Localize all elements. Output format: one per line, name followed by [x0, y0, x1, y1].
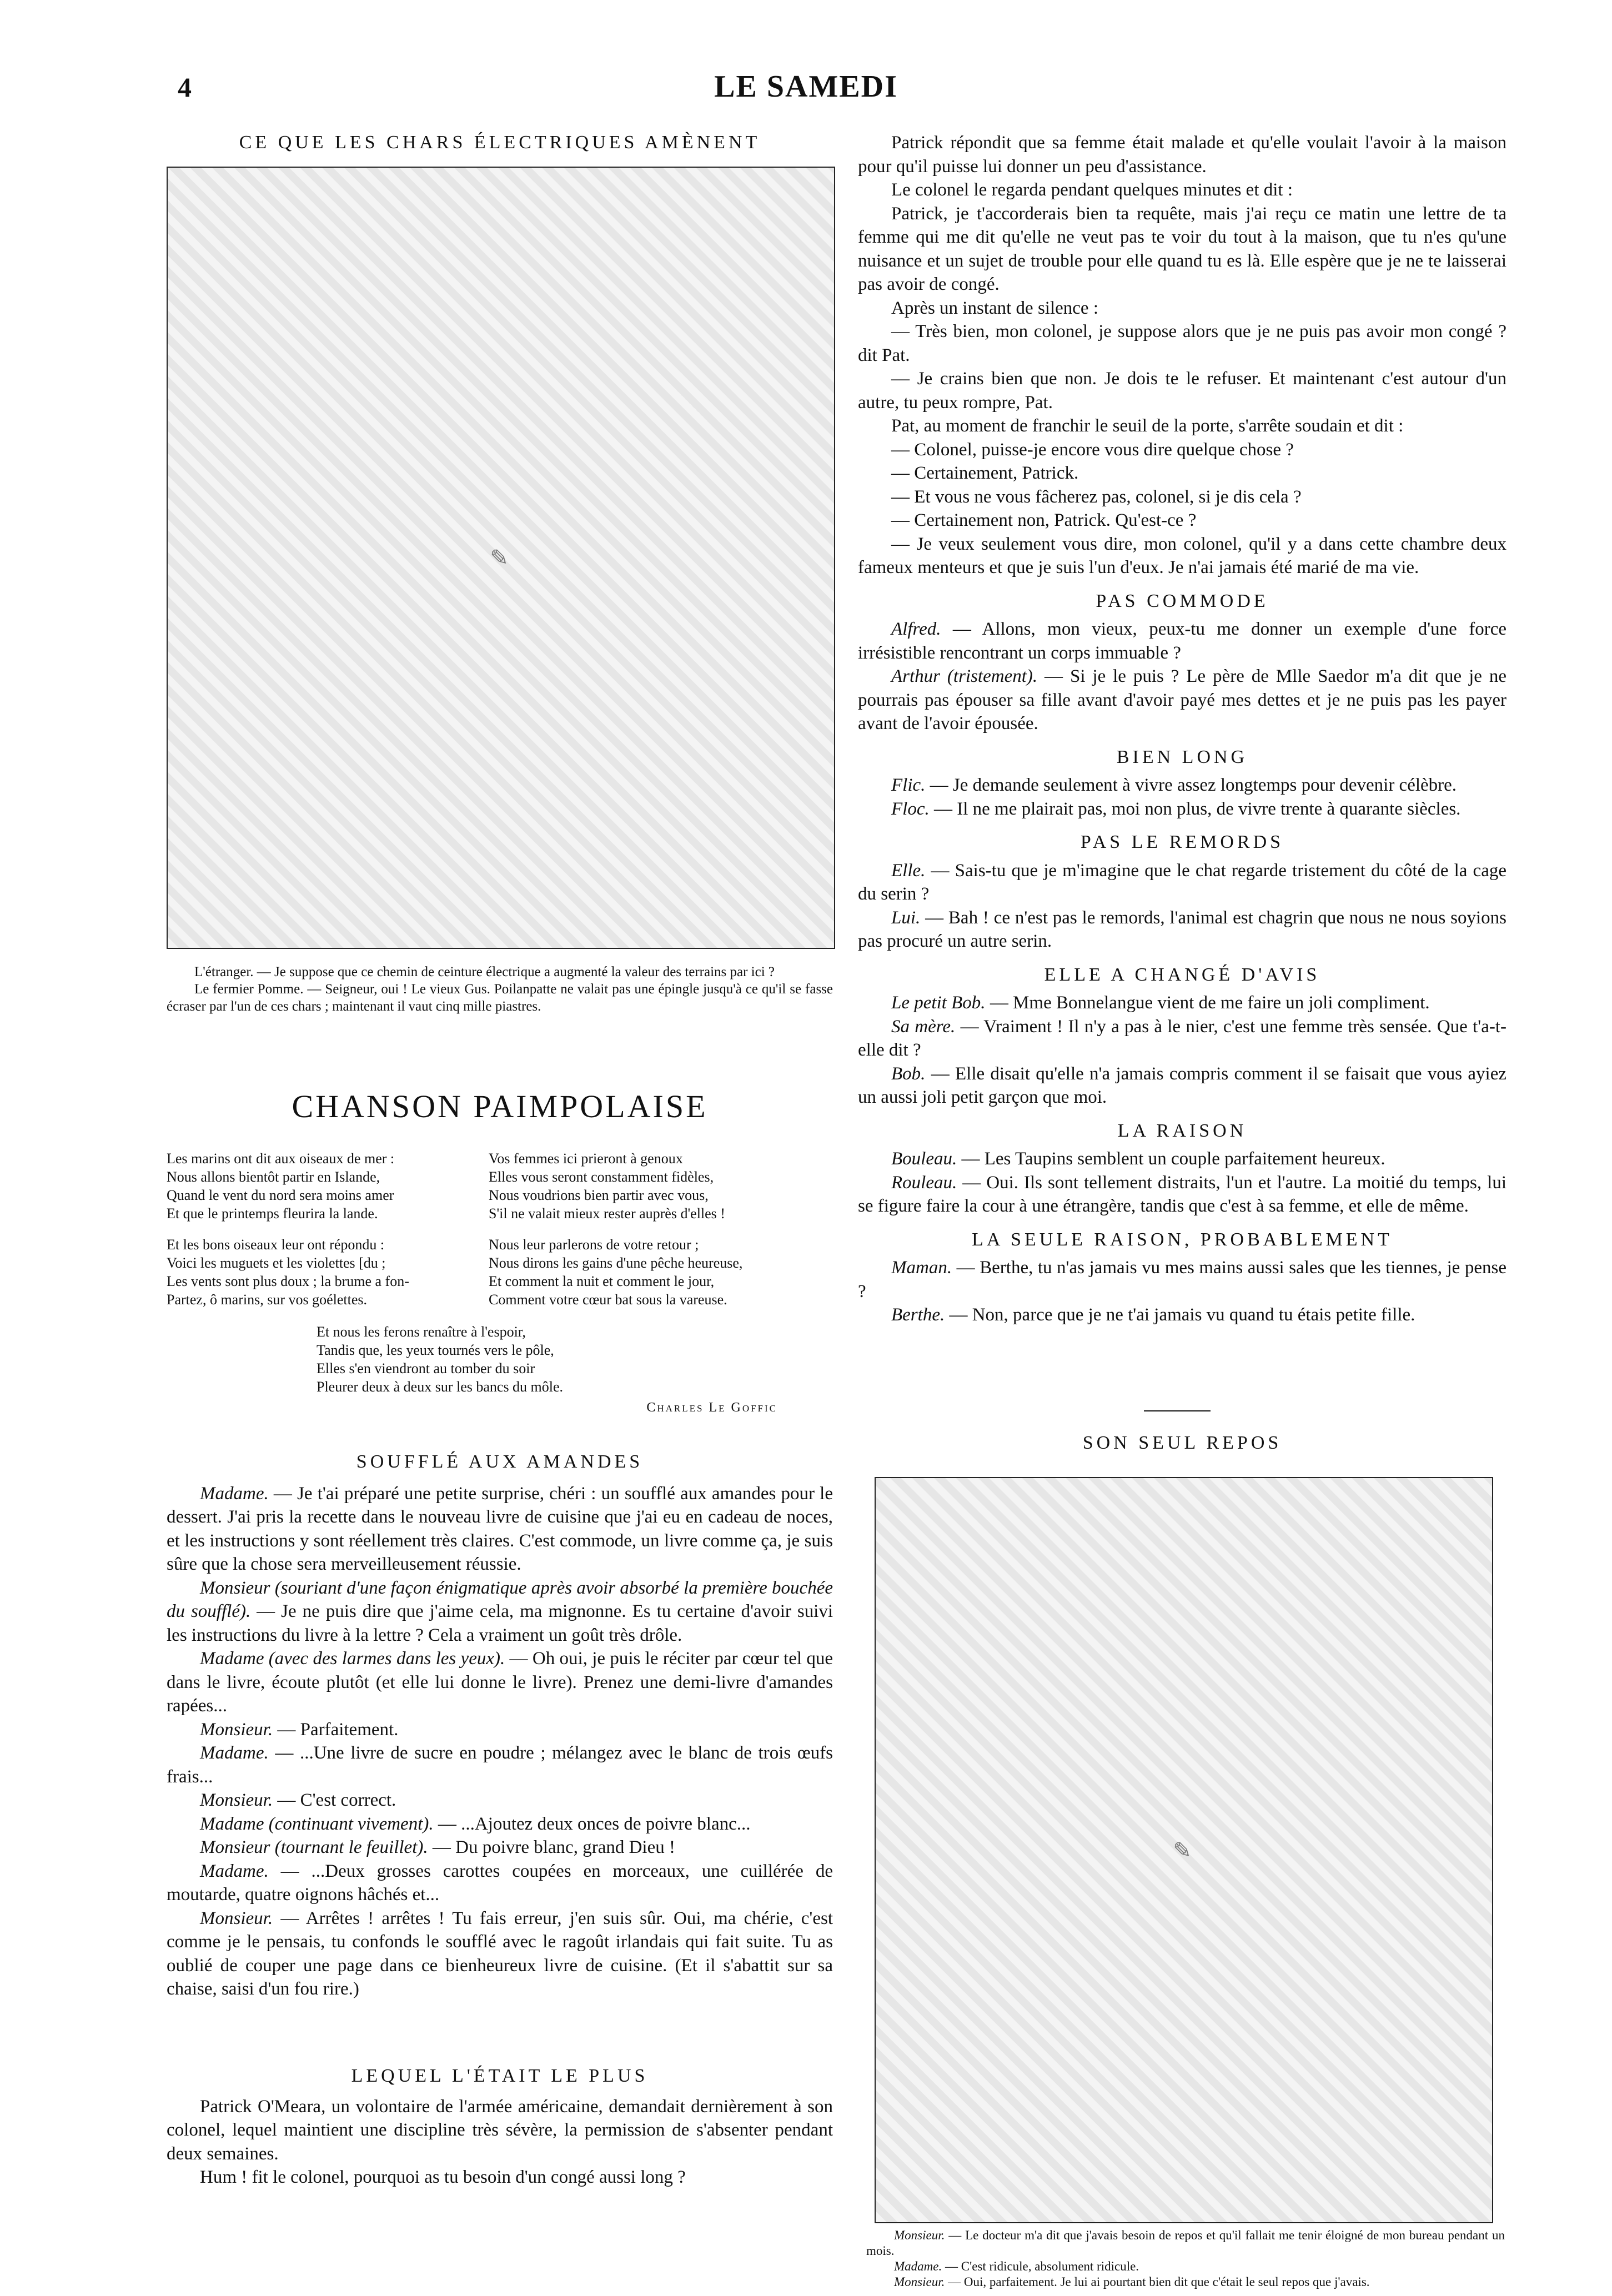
speaker: Madame. [200, 1743, 269, 1763]
section-divider [1144, 1410, 1211, 1411]
lequel-article [167, 2064, 833, 2189]
poem-line: Nous dirons les gains d'une pêche heureuse, [489, 1255, 743, 1271]
remords-title: PAS LE REMORDS [1080, 832, 1284, 852]
dialogue-text: — Sais-tu que je m'imagine que le chat regarde tristement du côté de la cage du serin ? [858, 860, 1506, 904]
dialogue-text: — Je ne puis dire que j'aime cela, ma mignonne. Es tu certaine d'avoir suivi les instructions du livre à la lettre ? Cela a vraiment un goût très drôle. [167, 1601, 833, 1645]
poem-line: Pleurer deux à deux sur les bancs du môle. [317, 1379, 564, 1395]
speaker: Madame. [200, 1483, 269, 1504]
article-paragraph: Patrick, je t'accorderais bien ta requête, mais j'ai reçu ce matin une lettre de ta femme qui me dit qu'elle ne veut pas te voir du tout à la maison, que tu n'es qu'une nuisance et un sujet de trouble pour elle quand tu es là. Elle espère que je ne te laisserai pas avoir de congé. [858, 203, 1506, 294]
article-paragraph: Hum ! fit le colonel, pourquoi as tu besoin d'un congé aussi long ? [200, 2167, 686, 2187]
dialogue-text: — Il ne me plairait pas, moi non plus, de vivre trente à quarante siècles. [929, 798, 1461, 819]
dialogue-text: — Je demande seulement à vivre assez longtemps pour devenir célèbre. [925, 775, 1457, 795]
dialogue-text: — Du poivre blanc, grand Dieu ! [428, 1837, 675, 1857]
article-paragraph: Patrick O'Meara, un volontaire de l'armée américaine, demandait dernièrement à son colonel, lequel maintient une discipline très sévère, la permission de s'absenter pendant deux semaines. [167, 2096, 833, 2164]
dialogue-text: — Oui, parfaitement. Je lui ai pourtant bien dit que c'était le seul repos que j'avais. [945, 2275, 1370, 2289]
poem-line: Elles vous seront constamment fidèles, [489, 1169, 714, 1185]
right-column-articles [858, 131, 1506, 1327]
article-paragraph: — Certainement, Patrick. [891, 463, 1079, 483]
dialogue-text: — ...Ajoutez deux onces de poivre blanc... [433, 1813, 751, 1834]
souffle-article [167, 1450, 833, 2001]
speaker: Madame. [200, 1861, 269, 1881]
article-paragraph: — Je crains bien que non. Je dois te le refuser. Et maintenant c'est autour d'un autre, tu peux rompre, Pat. [858, 369, 1506, 413]
poem-line: Elles s'en viendront au tomber du soir [317, 1360, 535, 1376]
page-number: 4 [178, 72, 192, 103]
chanson-heading-wrap [167, 1088, 833, 1124]
speaker: Bouleau. [891, 1149, 957, 1169]
cartoon1-illustration [167, 167, 835, 949]
article-paragraph: Le colonel le regarda pendant quelques minutes et dit : [891, 180, 1293, 200]
speaker: Lui. [891, 907, 921, 928]
cartoon1-caption-line: L'étranger. — Je suppose que ce chemin de ceinture électrique a augmenté la valeur des terrains par ici ? [194, 964, 775, 979]
poem-line: Tandis que, les yeux tournés vers le pôle, [317, 1342, 554, 1358]
poem-line: Et comment la nuit et comment le jour, [489, 1273, 715, 1289]
poem-line: Et nous les ferons renaître à l'espoir, [317, 1324, 526, 1340]
speaker: Monsieur. [894, 2275, 945, 2289]
speaker: Monsieur (tournant le feuillet). [200, 1837, 428, 1857]
dialogue-text: — C'est correct. [273, 1790, 396, 1810]
chanson-signature: Charles Le Goffic [646, 1400, 777, 1415]
speaker: Arthur (tristement). [891, 666, 1038, 686]
dialogue-text: — ...Une livre de sucre en poudre ; mélangez avec le blanc de trois œufs frais... [167, 1743, 833, 1787]
speaker: Madame. [894, 2259, 942, 2273]
speaker: Sa mère. [891, 1016, 956, 1037]
poem-line: Quand le vent du nord sera moins amer [167, 1187, 394, 1203]
speaker: Elle. [891, 860, 926, 881]
poem-line: Vos femmes ici prieront à genoux [489, 1150, 683, 1167]
poem-line: S'il ne valait mieux rester auprès d'elles ! [489, 1205, 725, 1222]
article-paragraph: — Très bien, mon colonel, je suppose alors que je ne puis pas avoir mon congé ? dit Pat. [858, 321, 1506, 365]
speaker: Monsieur (souriant d'une façon énigmatique après avoir absorbé la première bouchée du soufflé). [167, 1577, 833, 1621]
article-paragraph: — Et vous ne vous fâcherez pas, colonel, si je dis cela ? [891, 486, 1302, 507]
seule-raison-title: LA SEULE RAISON, PROBABLEMENT [972, 1229, 1393, 1250]
article-paragraph: — Certainement non, Patrick. Qu'est-ce ? [891, 510, 1197, 530]
speaker: Bob. [891, 1063, 926, 1084]
speaker: Madame (continuant vivement). [200, 1813, 434, 1834]
dialogue-text: — Non, parce que je ne t'ai jamais vu quand tu étais petite fille. [945, 1305, 1415, 1325]
chanson-stanza-left-1 [167, 1149, 478, 1223]
article-paragraph: — Je veux seulement vous dire, mon colonel, qu'il y a dans cette chambre deux fameux menteurs et que je suis l'un d'eux. Je n'ai jamais été marié de ma vie. [858, 534, 1506, 577]
dialogue-text: — Oh oui, je puis le réciter par cœur tel que dans le livre, écoute plutôt (et elle lui donne le livre). Prenez une demi-livre d'amandes rapées... [167, 1649, 833, 1716]
speaker: Monsieur. [894, 2228, 945, 2242]
poem-line: Voici les muguets et les violettes [du ; [167, 1255, 386, 1271]
dialogue-text: — C'est ridicule, absolument ridicule. [942, 2259, 1139, 2273]
souffle-title: SOUFFLÉ AUX AMANDES [356, 1451, 644, 1472]
chanson-stanza-final [317, 1323, 705, 1396]
dialogue-text: — Bah ! ce n'est pas le remords, l'animal est chagrin que nous ne nous soyions pas procuré un autre serin. [858, 907, 1506, 951]
speaker: Monsieur. [200, 1908, 273, 1928]
poem-line: Nous leur parlerons de votre retour ; [489, 1237, 699, 1253]
speaker: Berthe. [891, 1305, 945, 1325]
chanson-title: CHANSON PAIMPOLAISE [292, 1088, 708, 1124]
dialogue-text: — Je t'ai préparé une petite surprise, chéri : un soufflé aux amandes pour le dessert. J'ai pris la recette dans le nouveau livre de cuisine que j'ai eu en cadeau de noces, et les instructions y sont réellement très claires. C'est commode, un livre comme ça, je suis sûre que la chose sera merveilleusement réussie. [167, 1483, 833, 1574]
dialogue-text: — Si je le puis ? Le père de Mlle Saedor m'a dit que je ne pourrais pas épouser sa fille avant d'avoir payé mes dettes et je ne puis pas les payer avant de l'avoir épousée. [858, 666, 1506, 733]
article-paragraph: Patrick répondit que sa femme était malade et qu'elle voulait l'avoir à la maison pour qu'il puisse lui donner un peu d'assistance. [858, 133, 1506, 177]
pas-commode-title: PAS COMMODE [1096, 590, 1269, 611]
speaker: Madame (avec des larmes dans les yeux). [200, 1649, 505, 1669]
chanson-stanza-right-1 [489, 1149, 822, 1223]
cartoon2-heading-wrap [858, 1431, 1506, 1455]
dialogue-text: — Mme Bonnelangue vient de me faire un joli compliment. [985, 993, 1430, 1013]
speaker: Floc. [891, 798, 930, 819]
speaker: Maman. [891, 1258, 952, 1278]
article-paragraph: Pat, au moment de franchir le seuil de la porte, s'arrête soudain et dit : [891, 416, 1404, 436]
cartoon1-title: CE QUE LES CHARS ÉLECTRIQUES AMÈNENT [239, 132, 761, 153]
dialogue-text: — Parfaitement. [273, 1719, 399, 1740]
poem-line: Nous voudrions bien partir avec vous, [489, 1187, 709, 1203]
cartoon1-illustration-icon: ✎ [490, 545, 512, 570]
chanson-stanza-right-2 [489, 1235, 822, 1309]
poem-line: Partez, ô marins, sur vos goélettes. [167, 1292, 368, 1308]
poem-line: Nous allons bientôt partir en Islande, [167, 1169, 380, 1185]
dialogue-text: — Berthe, tu n'as jamais vu mes mains aussi sales que les tiennes, je pense ? [858, 1258, 1506, 1302]
dialogue-text: — Vraiment ! Il n'y a pas à le nier, c'est une femme très sensée. Que t'a-t-elle dit ? [858, 1016, 1506, 1060]
cartoon2-caption [866, 2228, 1505, 2290]
speaker: Alfred. [891, 619, 941, 639]
change-avis-title: ELLE A CHANGÉ D'AVIS [1044, 964, 1320, 985]
poem-line: Comment votre cœur bat sous la vareuse. [489, 1292, 727, 1308]
poem-line: Les marins ont dit aux oiseaux de mer : [167, 1150, 395, 1167]
bien-long-title: BIEN LONG [1116, 746, 1248, 767]
cartoon1-caption [167, 963, 833, 1015]
cartoon1-heading-wrap [167, 131, 833, 155]
dialogue-text: — Le docteur m'a dit que j'avais besoin de repos et qu'il fallait me tenir éloigné de mon bureau pendant un mois. [866, 2228, 1505, 2258]
dialogue-text: — Les Taupins semblent un couple parfaitement heureux. [957, 1149, 1385, 1169]
poem-line: Les vents sont plus doux ; la brume a fon- [167, 1273, 409, 1289]
poem-line: Et les bons oiseaux leur ont répondu : [167, 1237, 385, 1253]
speaker: Monsieur. [200, 1790, 273, 1810]
dialogue-text: — Elle disait qu'elle n'a jamais compris comment il se faisait que vous ayiez un aussi joli petit garçon que moi. [858, 1063, 1506, 1107]
speaker: Monsieur. [200, 1719, 273, 1740]
chanson-stanza-left-2 [167, 1235, 478, 1309]
speaker: Rouleau. [891, 1172, 957, 1193]
speaker: Le petit Bob. [891, 993, 986, 1013]
cartoon2-illustration-icon: ✎ [1173, 1837, 1195, 1863]
dialogue-text: — ...Deux grosses carottes coupées en morceaux, une cuillérée de moutarde, quatre oignons hâchés et... [167, 1861, 833, 1905]
lequel-title: LEQUEL L'ÉTAIT LE PLUS [351, 2066, 649, 2086]
cartoon2-title: SON SEUL REPOS [1082, 1433, 1282, 1453]
raison-title: LA RAISON [1117, 1120, 1247, 1141]
dialogue-text: — Allons, mon vieux, peux-tu me donner un exemple d'une force irrésistible rencontrant un corps immuable ? [858, 619, 1506, 663]
cartoon2-illustration [875, 1477, 1493, 2223]
dialogue-text: — Oui. Ils sont tellement distraits, l'un et l'autre. La moitié du temps, lui se figure faire la cour à une étrangère, tandis que c'est à sa femme, et elle de même. [858, 1172, 1506, 1216]
dialogue-text: — Arrêtes ! arrêtes ! Tu fais erreur, j'en suis sûr. Oui, ma chérie, c'est comme je le pensais, tu confonds le soufflé avec le ragoût irlandais qui fait suite. Tu as oublié de couper une page dans ce bienheureux livre de cuisine. (Et il s'abattit sur sa chaise, saisi d'un fou rire.) [167, 1908, 833, 1999]
article-paragraph: — Colonel, puisse-je encore vous dire quelque chose ? [891, 439, 1294, 460]
speaker: Flic. [891, 775, 926, 795]
cartoon1-caption-line: Le fermier Pomme. — Seigneur, oui ! Le vieux Gus. Poilanpatte ne valait pas une épingle jusqu'à ce qu'il se fasse écraser par l'un de ces chars ; maintenant il vaut cinq mille piastres. [167, 982, 833, 1014]
poem-line: Et que le printemps fleurira la lande. [167, 1205, 378, 1222]
journal-title: LE SAMEDI [714, 69, 898, 104]
article-paragraph: Après un instant de silence : [891, 298, 1098, 318]
